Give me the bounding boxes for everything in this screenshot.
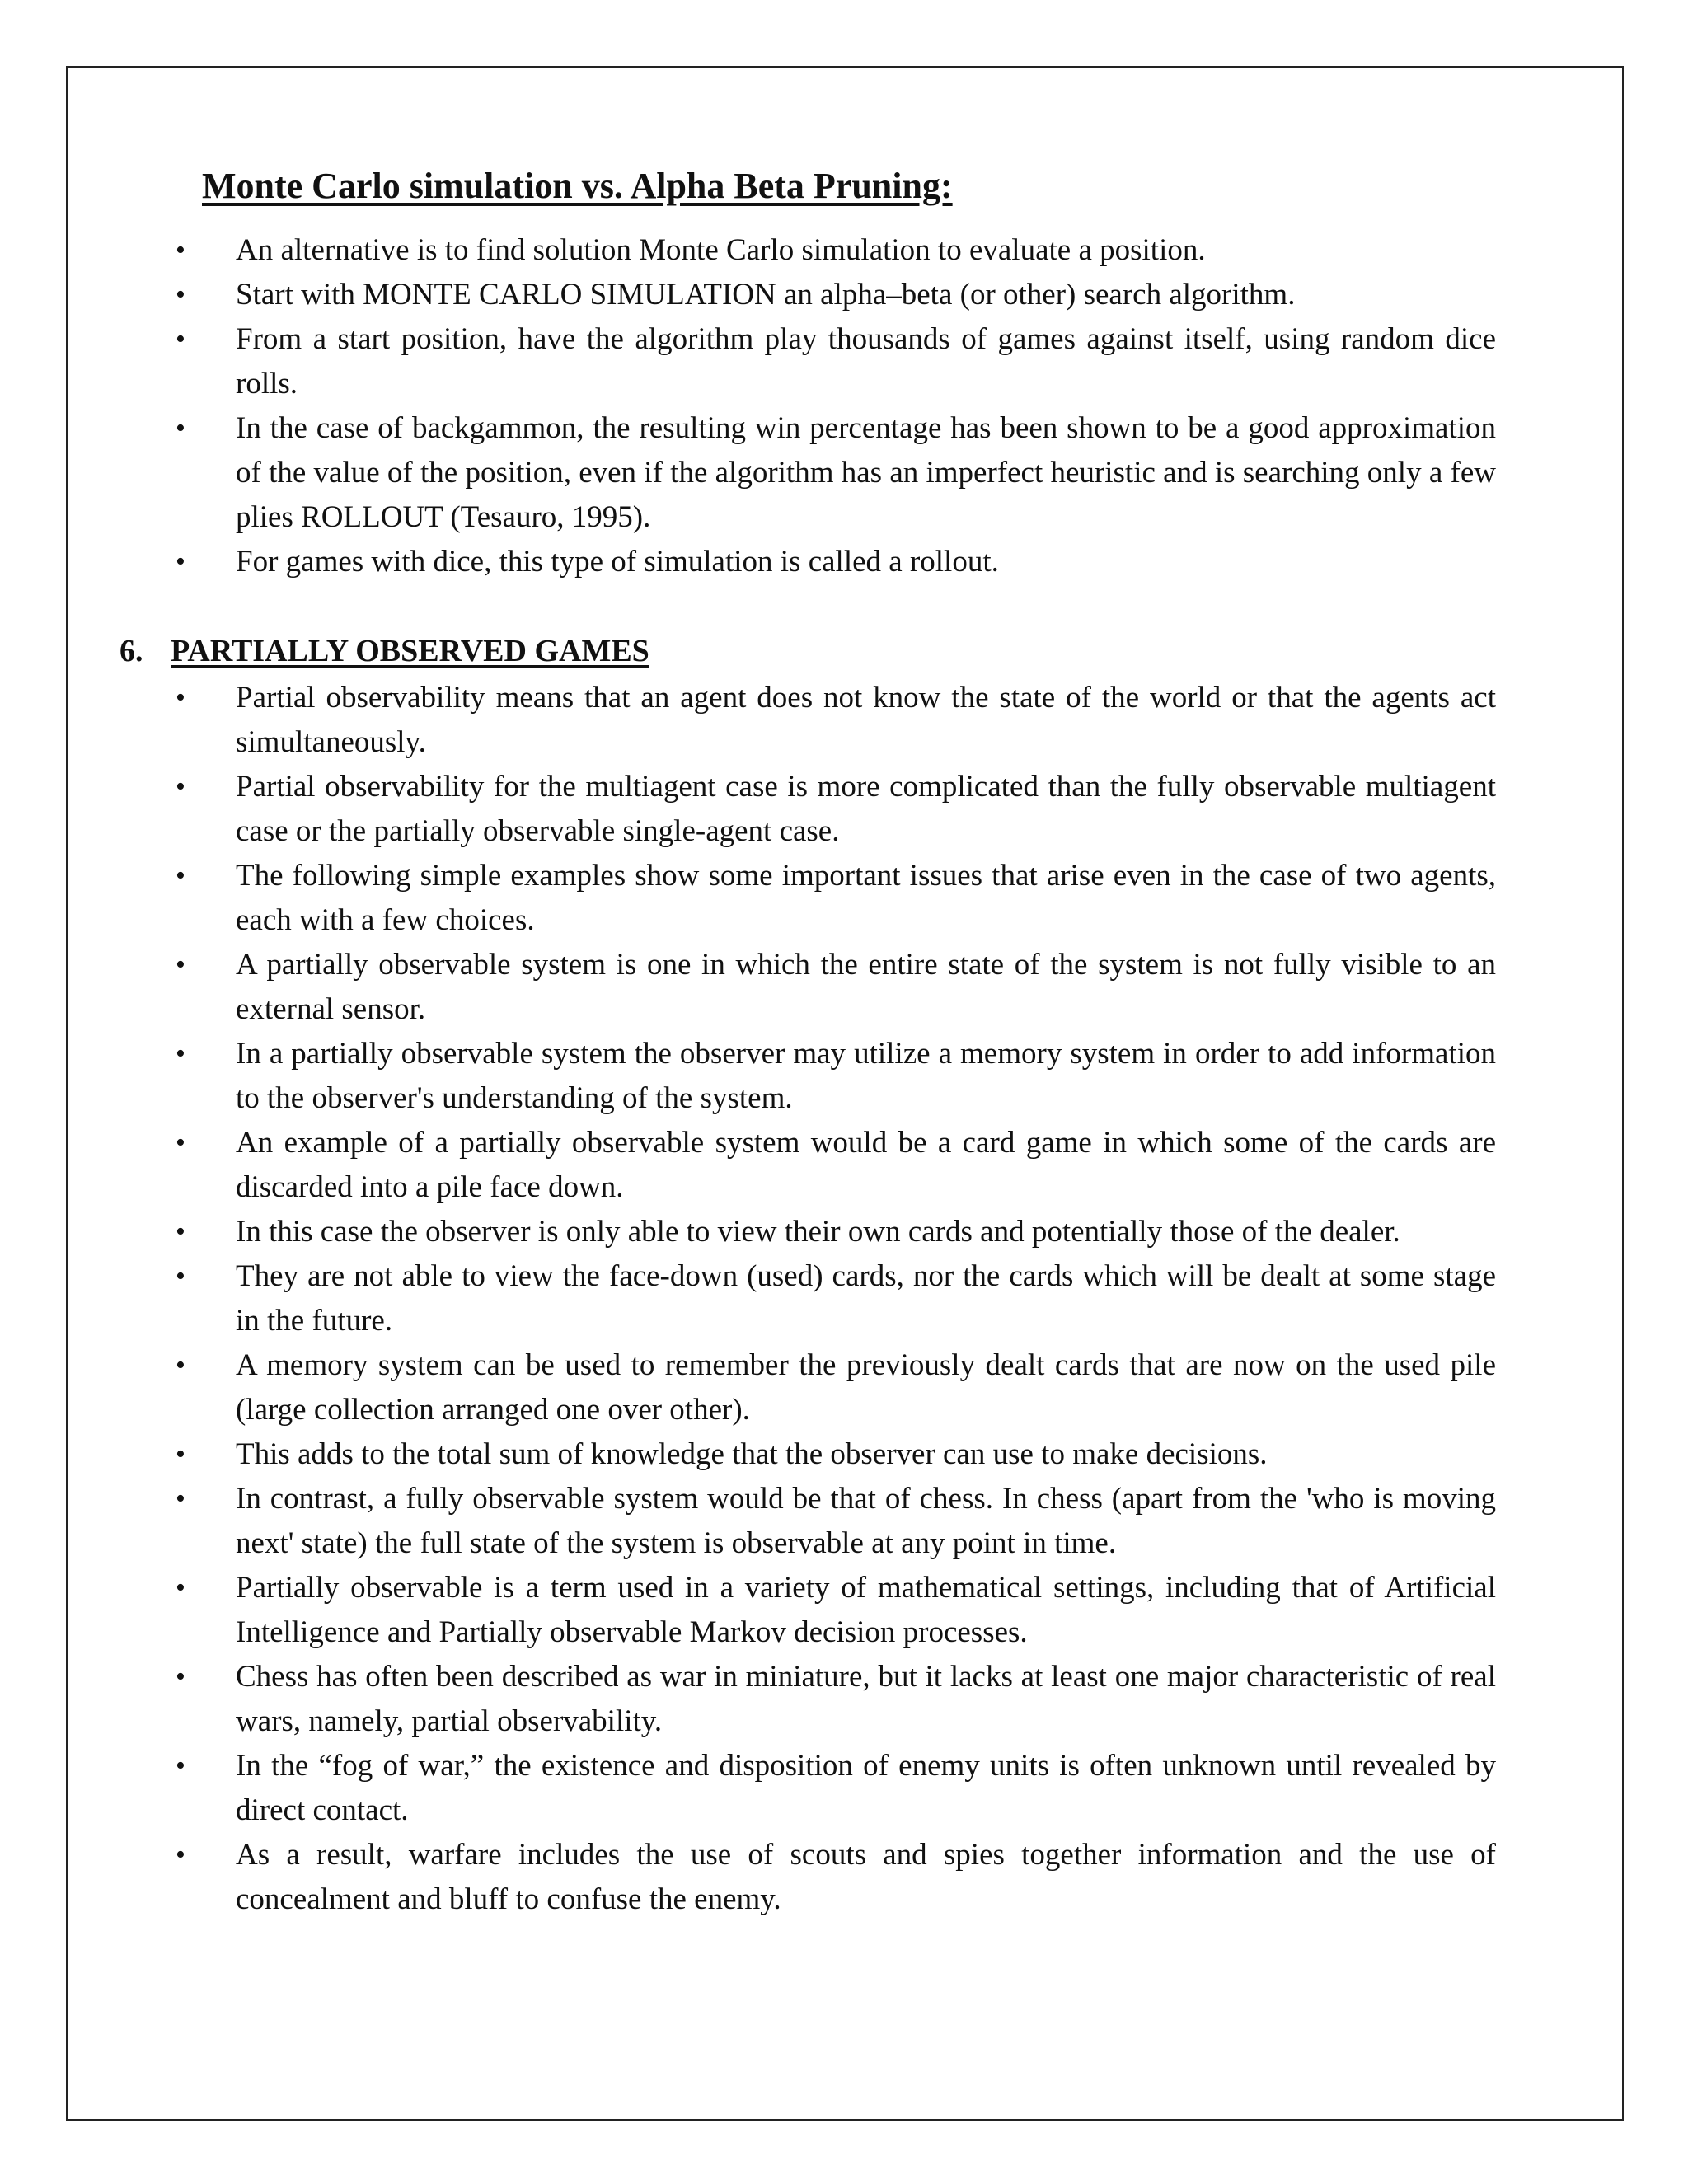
list-item: • An example of a partially observable system would be a card game in which some of the cards are discarded into a pile face down. — [176, 1121, 1496, 1210]
bullet-icon: • — [176, 412, 185, 443]
bullet-icon: • — [176, 1840, 185, 1871]
list-item: • Partial observability means that an agent does not know the state of the world or that the agents act simultaneously. — [176, 676, 1496, 765]
bullet-icon: • — [176, 1261, 185, 1292]
list-item: • Partial observability for the multiagent case is more complicated than the fully observable multiagent case or the partially observable single-agent case. — [176, 765, 1496, 854]
list-item: • In the case of backgammon, the resulting win percentage has been shown to be a good approximation of the value of the position, even if the algorithm has an imperfect heuristic and is searching only a few plies ROLLOUT (Tesauro, 1995). — [176, 406, 1496, 540]
bullet-icon: • — [176, 949, 185, 981]
list-item: • In the “fog of war,” the existence and disposition of enemy units is often unknown until revealed by direct contact. — [176, 1744, 1496, 1833]
list-item: • A partially observable system is one in which the entire state of the system is not fully visible to an external sensor. — [176, 943, 1496, 1032]
section-number: 6. — [120, 633, 143, 668]
bullet-icon: • — [176, 1127, 185, 1159]
list-item: • The following simple examples show some important issues that arise even in the case of two agents, each with a few choices. — [176, 854, 1496, 943]
list-item: • Start with MONTE CARLO SIMULATION an alpha–beta (or other) search algorithm. — [176, 273, 1496, 317]
bullet-icon: • — [176, 1439, 185, 1470]
bullet-icon: • — [176, 1038, 185, 1070]
intro-bullet-list — [120, 228, 1496, 584]
document-content — [120, 165, 1496, 1922]
bullet-icon: • — [176, 1750, 185, 1782]
list-item: • From a start position, have the algorithm play thousands of games against itself, using random dice rolls. — [176, 317, 1496, 406]
bullet-icon: • — [176, 1350, 185, 1381]
page-title: Monte Carlo simulation vs. Alpha Beta Pruning: — [202, 166, 953, 206]
list-item: • In this case the observer is only able to view their own cards and potentially those of the dealer. — [176, 1210, 1496, 1254]
list-item: • This adds to the total sum of knowledge that the observer can use to make decisions. — [176, 1432, 1496, 1477]
bullet-icon: • — [176, 546, 185, 577]
bullet-icon: • — [176, 279, 185, 310]
bullet-icon: • — [176, 1216, 185, 1248]
bullet-icon: • — [176, 682, 185, 714]
bullet-icon: • — [176, 771, 185, 803]
bullet-icon: • — [176, 323, 185, 354]
list-item: • A memory system can be used to remember the previously dealt cards that are now on the used pile (large collection arranged one over other). — [176, 1343, 1496, 1432]
bullet-icon: • — [176, 1483, 185, 1515]
list-item: • Partially observable is a term used in a variety of mathematical settings, including that of Artificial Intelligence and Partially observable Markov decision processes. — [176, 1566, 1496, 1655]
bullet-icon: • — [176, 234, 185, 265]
section-bullet-list — [120, 676, 1496, 1922]
list-item: • As a result, warfare includes the use of scouts and spies together information and the use of concealment and bluff to confuse the enemy. — [176, 1833, 1496, 1922]
bullet-icon: • — [176, 860, 185, 892]
section-heading-text: PARTIALLY OBSERVED GAMES — [171, 633, 649, 668]
list-item: • They are not able to view the face-down (used) cards, nor the cards which will be dealt at some stage in the future. — [176, 1254, 1496, 1343]
bullet-icon: • — [176, 1572, 185, 1604]
list-item: • An alternative is to find solution Monte Carlo simulation to evaluate a position. — [176, 228, 1496, 273]
list-item: • For games with dice, this type of simulation is called a rollout. — [176, 540, 1496, 584]
list-item: • In a partially observable system the observer may utilize a memory system in order to add information to the observer's understanding of the system. — [176, 1032, 1496, 1121]
list-item: • In contrast, a fully observable system would be that of chess. In chess (apart from the 'who is moving next' state) the full state of the system is observable at any point in time. — [176, 1477, 1496, 1566]
list-item: • Chess has often been described as war in miniature, but it lacks at least one major characteristic of real wars, namely, partial observability. — [176, 1655, 1496, 1744]
bullet-icon: • — [176, 1661, 185, 1693]
section-heading — [120, 632, 1496, 672]
